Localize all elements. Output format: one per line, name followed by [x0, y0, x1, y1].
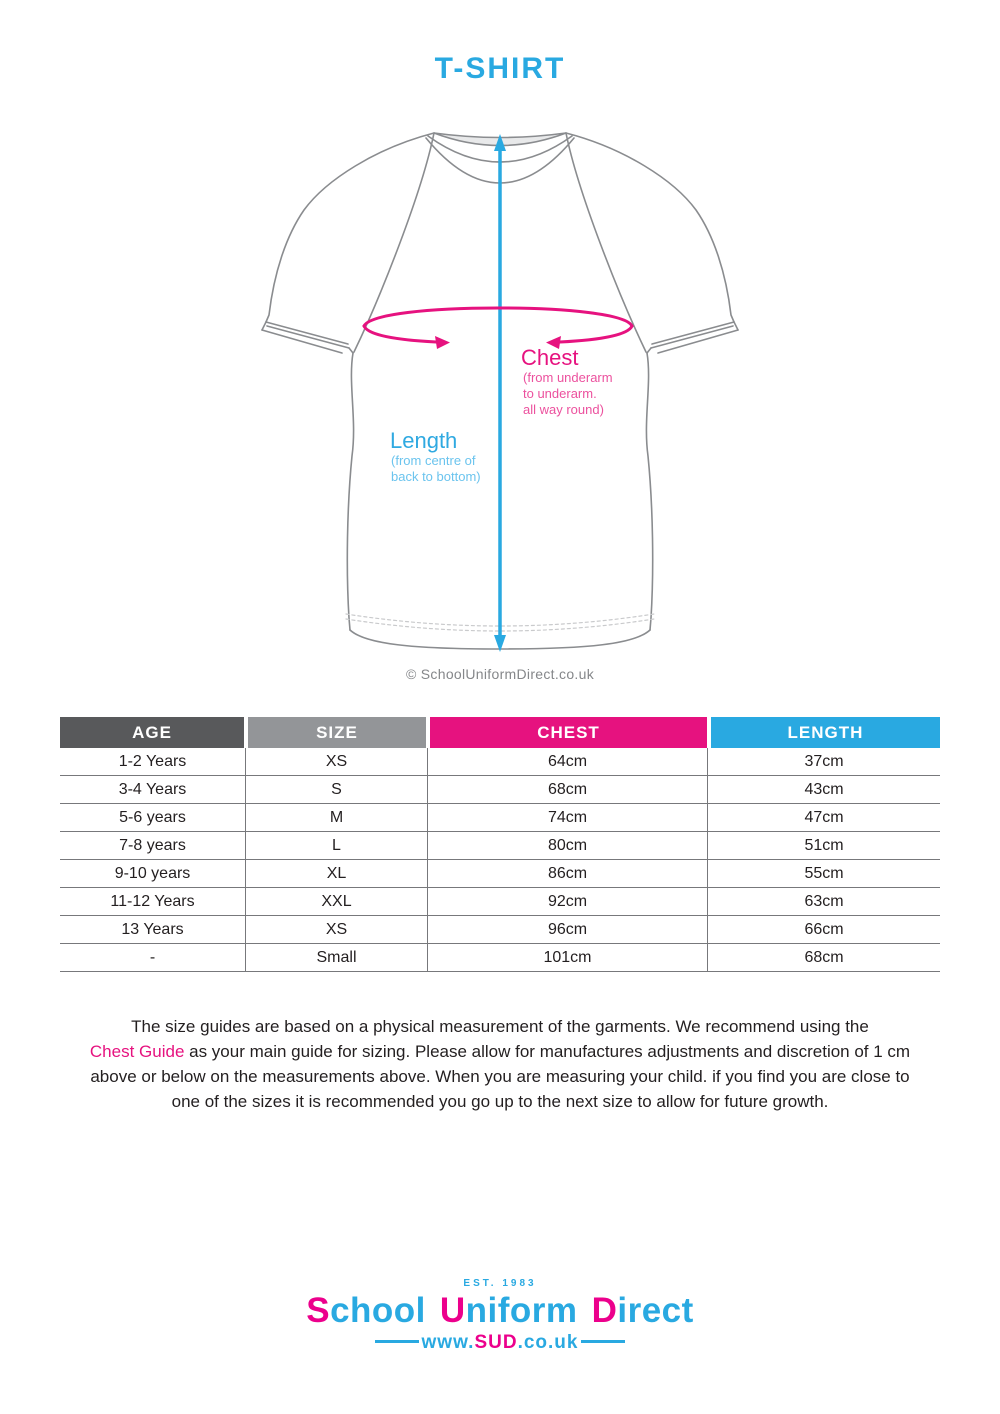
cell-length: 68cm: [804, 949, 844, 966]
table-row: [60, 776, 940, 804]
length-arrow: [494, 134, 506, 652]
cell-size: L: [246, 832, 428, 859]
column-header-chest: CHEST: [430, 717, 707, 748]
left-raglan-seam: [354, 133, 434, 352]
cell-length: 43cm: [804, 781, 844, 798]
chest-label: Chest: [521, 345, 579, 370]
table-row: [60, 888, 940, 916]
brand-logo: [0, 1278, 1000, 1354]
cell-age: 1-2 Years: [60, 748, 246, 775]
chest-sublabel-2: to underarm.: [523, 386, 597, 401]
cell-age: 7-8 years: [60, 832, 246, 859]
table-row: [60, 944, 940, 972]
length-sublabel-1: (from centre of: [391, 453, 476, 468]
note-line-1: The size guides are based on a physical measurement of the garments. We recommend using the: [131, 1017, 869, 1036]
left-sleeve-inner: [349, 348, 353, 353]
logo-www-sud: SUD: [474, 1332, 518, 1353]
right-sleeve-inner: [647, 348, 651, 353]
chest-arrowhead-left: [435, 336, 450, 349]
note-line-3: above or below on the measurements above. When you are measuring your child. if you find you are close to: [90, 1067, 910, 1086]
cell-size: XS: [246, 916, 428, 943]
logo-est-text: EST. 1983: [463, 1278, 537, 1289]
logo-word-direct: [592, 1291, 694, 1330]
note-line-4: one of the sizes it is recommended you go up to the next size to allow for future growth.: [171, 1092, 829, 1111]
right-cuff-top: [652, 322, 734, 344]
cell-length: 63cm: [804, 893, 844, 910]
cell-size: XS: [246, 748, 428, 775]
right-raglan-seam: [566, 133, 646, 352]
table-row: [60, 748, 940, 776]
logo-school-rest: chool: [330, 1291, 426, 1330]
cell-length: 55cm: [804, 865, 844, 882]
left-cuff-top: [266, 322, 348, 344]
chest-guide-highlight: Chest Guide: [89, 1042, 185, 1061]
logo-rule-right: [581, 1340, 625, 1343]
length-sublabel-2: back to bottom): [391, 469, 481, 484]
logo-direct-rest: irect: [617, 1291, 694, 1330]
size-table-header: [60, 717, 940, 748]
cell-chest: 101cm: [428, 944, 708, 971]
chest-ellipse: [364, 308, 632, 349]
cell-age: 5-6 years: [60, 804, 246, 831]
tshirt-diagram: [250, 108, 750, 653]
column-header-length: LENGTH: [711, 717, 940, 748]
cell-chest: 92cm: [428, 888, 708, 915]
chest-sublabel-3: all way round): [523, 402, 604, 417]
cell-size: Small: [246, 944, 428, 971]
logo-rule-left: [375, 1340, 419, 1343]
logo-website: [0, 1332, 1000, 1354]
note-line-2-rest: as your main guide for sizing. Please allow for manufactures adjustments and discretion of 1 cm: [184, 1042, 911, 1061]
right-cuff-bottom: [658, 330, 738, 353]
right-sleeve-outer: [566, 133, 734, 322]
table-row: [60, 860, 940, 888]
cell-age: 9-10 years: [60, 860, 246, 887]
cell-length: 47cm: [804, 809, 844, 826]
body-right-side: [646, 353, 652, 630]
copyright-text: © SchoolUniformDirect.co.uk: [405, 666, 595, 682]
note-line-2: [0, 1039, 1000, 1064]
cell-chest: 86cm: [428, 860, 708, 887]
logo-word-uniform: [440, 1291, 578, 1330]
table-row: [60, 804, 940, 832]
cell-age: -: [60, 944, 246, 971]
cell-chest: 74cm: [428, 804, 708, 831]
cell-chest: 68cm: [428, 776, 708, 803]
sizing-note: [0, 1014, 1000, 1114]
column-header-age: AGE: [60, 717, 244, 748]
length-label: Length: [390, 428, 458, 453]
cell-size: XXL: [246, 888, 428, 915]
cell-age: 13 Years: [60, 916, 246, 943]
size-table: [60, 717, 940, 972]
size-table-body: [60, 748, 940, 972]
cell-age: 11-12 Years: [60, 888, 246, 915]
cell-chest: 96cm: [428, 916, 708, 943]
left-cuff-edge: [262, 322, 266, 330]
column-header-size: SIZE: [248, 717, 426, 748]
cell-length: 66cm: [804, 921, 844, 938]
table-row: [60, 916, 940, 944]
cell-size: XL: [246, 860, 428, 887]
logo-uniform-initial: U: [439, 1291, 466, 1330]
body-left-side: [347, 353, 353, 630]
table-row: [60, 832, 940, 860]
cell-chest: 64cm: [428, 748, 708, 775]
right-cuff-edge: [734, 322, 738, 330]
logo-main-text: [0, 1291, 1000, 1331]
left-cuff-bottom: [262, 330, 342, 353]
cell-size: S: [246, 776, 428, 803]
left-cuff-line: [267, 326, 349, 348]
cell-size: M: [246, 804, 428, 831]
logo-www-prefix: www.: [421, 1332, 475, 1353]
logo-word-school: [306, 1291, 426, 1330]
cell-chest: 80cm: [428, 832, 708, 859]
logo-school-initial: S: [306, 1291, 331, 1330]
logo-www-suffix: .co.uk: [517, 1332, 579, 1353]
left-sleeve-outer: [266, 133, 434, 322]
cell-age: 3-4 Years: [60, 776, 246, 803]
cell-length: 37cm: [804, 753, 844, 770]
page-title: T-SHIRT: [434, 52, 566, 85]
logo-uniform-rest: niform: [465, 1291, 578, 1330]
cell-length: 51cm: [804, 837, 844, 854]
chest-sublabel-1: (from underarm: [523, 370, 613, 385]
logo-direct-initial: D: [591, 1291, 618, 1330]
right-cuff-line: [651, 326, 733, 348]
